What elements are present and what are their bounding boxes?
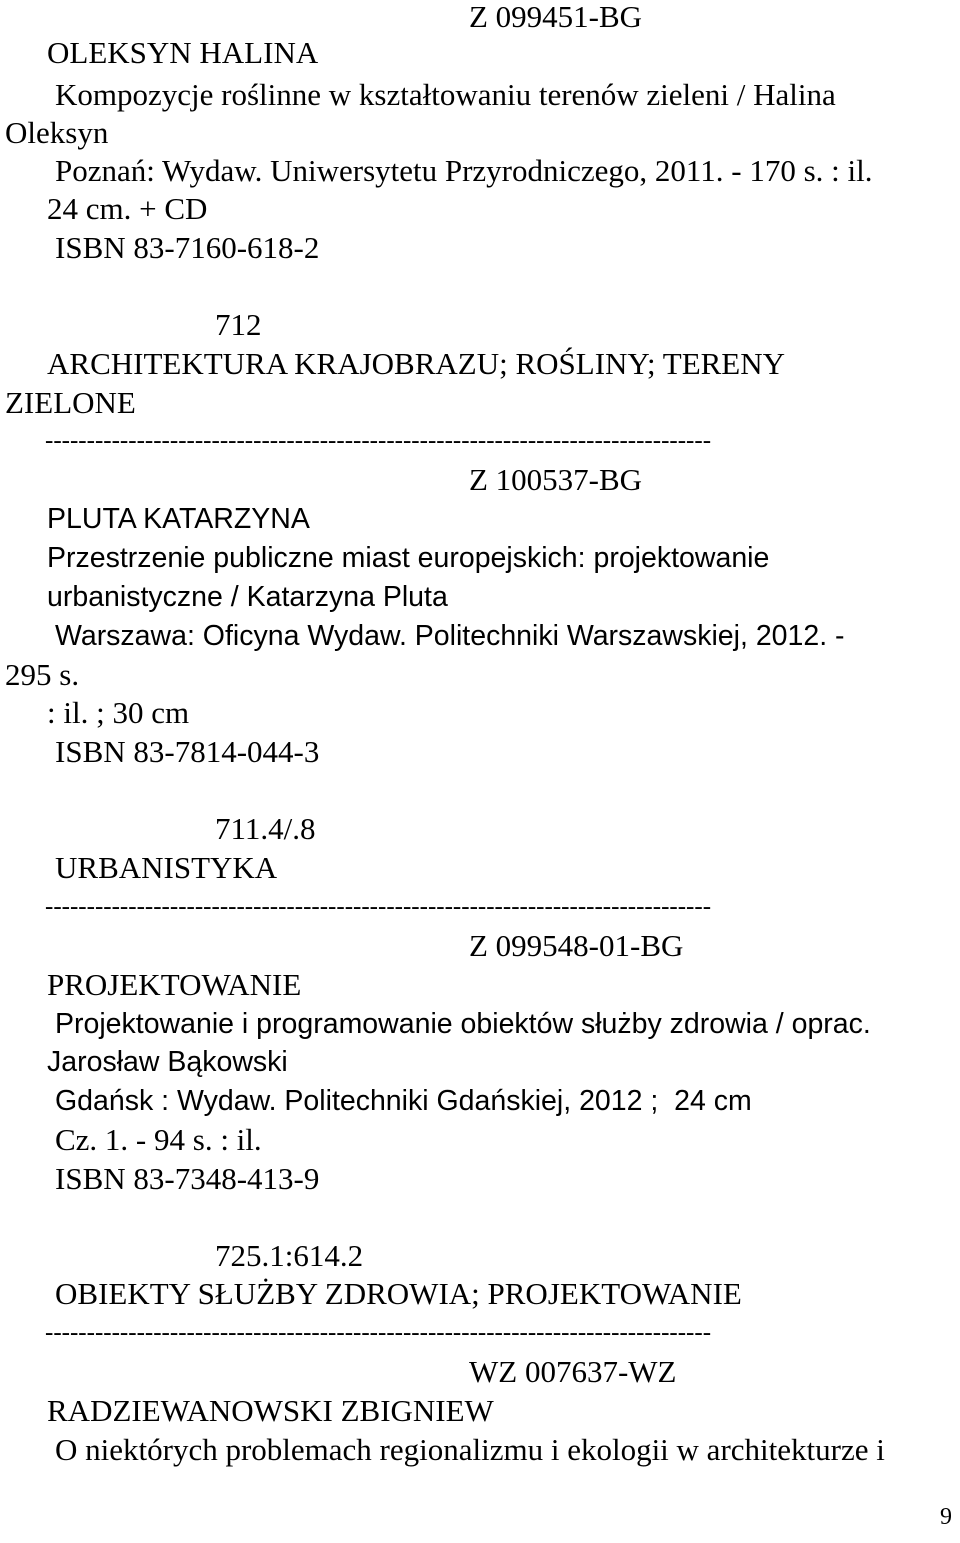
- entry-1-author: OLEKSYN HALINA: [47, 35, 319, 70]
- entry-3-isbn: ISBN 83-7348-413-9: [55, 1161, 320, 1196]
- entry-1-publication-line1: Poznań: Wydaw. Uniwersytetu Przyrodniczego, 2011. - 170 s. : il.: [55, 153, 873, 188]
- entry-1-isbn: ISBN 83-7160-618-2: [55, 230, 320, 265]
- entry-1-signature: Z 099451-BG: [469, 0, 643, 34]
- entry-2-title-line1: Przestrzenie publiczne miast europejskich: projektowanie: [47, 542, 770, 574]
- entry-1-udc: 712: [215, 307, 262, 342]
- entry-3-publication-line2: Cz. 1. - 94 s. : il.: [55, 1122, 262, 1157]
- entry-3-title-line1: Projektowanie i programowanie obiektów służby zdrowia / oprac.: [55, 1008, 871, 1040]
- entry-3-title-line2: Jarosław Bąkowski: [47, 1046, 288, 1078]
- entry-2-isbn: ISBN 83-7814-044-3: [55, 734, 320, 769]
- entry-3-udc: 725.1:614.2: [215, 1238, 364, 1273]
- entry-2-author: PLUTA KATARZYNA: [47, 503, 310, 535]
- entry-3-publication-line1: Gdańsk : Wydaw. Politechniki Gdańskiej, 2012 ; 24 cm: [55, 1085, 752, 1117]
- entry-2-title-line2: urbanistyczne / Katarzyna Pluta: [47, 581, 448, 613]
- entry-4-title-line1: O niektórych problemach regionalizmu i ekologii w architekturze i: [55, 1432, 885, 1467]
- entry-1-title-line1: Kompozycje roślinne w kształtowaniu terenów zieleni / Halina: [55, 77, 836, 112]
- separator-2: --------------------------------------------------------------------------------: [45, 893, 712, 920]
- page-number: 9: [940, 1504, 952, 1530]
- entry-2-publication-line1: Warszawa: Oficyna Wydaw. Politechniki Warszawskiej, 2012. -: [55, 620, 845, 652]
- entry-3-subject-line1: OBIEKTY SŁUŻBY ZDROWIA; PROJEKTOWANIE: [55, 1276, 742, 1311]
- entry-4-author: RADZIEWANOWSKI ZBIGNIEW: [47, 1393, 494, 1428]
- entry-3-signature: Z 099548-01-BG: [469, 928, 684, 963]
- separator-3: --------------------------------------------------------------------------------: [45, 1319, 712, 1346]
- entry-4-signature: WZ 007637-WZ: [469, 1354, 677, 1389]
- separator-1: --------------------------------------------------------------------------------: [45, 427, 712, 454]
- entry-1-publication-line2: 24 cm. + CD: [47, 191, 208, 226]
- entry-2-publication-line2: 295 s.: [5, 657, 80, 692]
- entry-1-subject-line1: ARCHITEKTURA KRAJOBRAZU; ROŚLINY; TERENY: [47, 346, 786, 381]
- entry-2-signature: Z 100537-BG: [469, 462, 643, 497]
- entry-2-subject-line1: URBANISTYKA: [55, 850, 278, 885]
- entry-3-author: PROJEKTOWANIE: [47, 967, 302, 1002]
- entry-2-udc: 711.4/.8: [215, 811, 316, 846]
- entry-2-publication-line3: : il. ; 30 cm: [47, 695, 190, 730]
- entry-1-title-line2: Oleksyn: [5, 115, 109, 150]
- entry-1-subject-line2: ZIELONE: [5, 385, 136, 420]
